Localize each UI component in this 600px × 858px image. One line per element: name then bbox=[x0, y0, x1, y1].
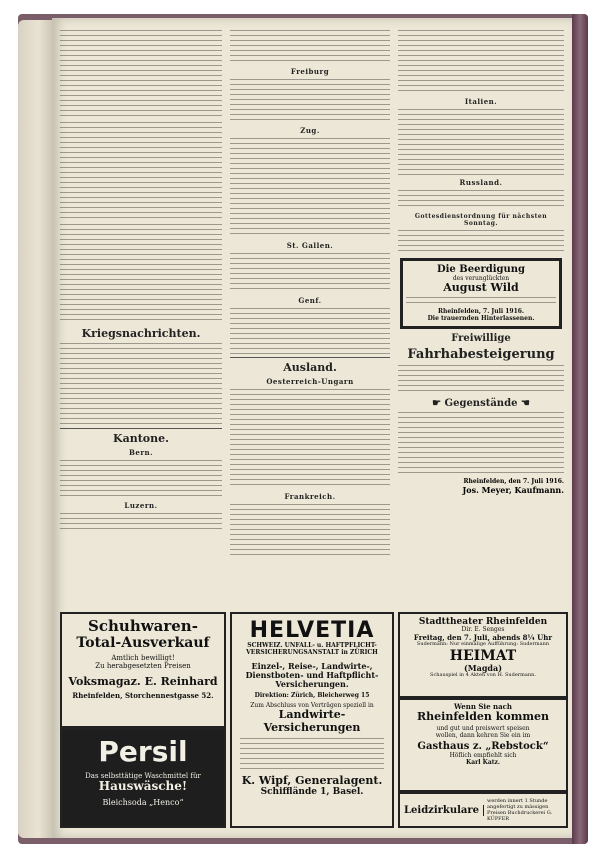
helvetia-line2: VERSICHERUNGSANSTALT in ZÜRICH bbox=[246, 649, 378, 657]
ad-persil bbox=[60, 728, 226, 828]
ad-helvetia bbox=[230, 612, 394, 828]
text-block bbox=[398, 412, 564, 476]
schuh-line3: Amtlich bewilligt! bbox=[111, 654, 175, 663]
text-block bbox=[230, 389, 390, 489]
persil-line2: Hauswäsche! bbox=[98, 779, 188, 794]
heading-genf: Genf. bbox=[298, 296, 322, 305]
column-2 bbox=[230, 28, 390, 558]
schuh-shop-name: Voksmagaz. E. Reinhard bbox=[68, 675, 218, 689]
steigerung-name: Jos. Meyer, Kaufmann. bbox=[462, 484, 564, 495]
schuh-line2: Total-Ausverkauf bbox=[76, 635, 210, 652]
heading-kantone: Kantone. bbox=[113, 432, 169, 445]
heading-frankreich: Frankreich. bbox=[284, 492, 336, 501]
theater-line2: Schauspiel in 4 Akten von H. Sudermann. bbox=[430, 672, 536, 679]
left-page-edge bbox=[18, 20, 52, 838]
theater-line1: Sudermann: Nur einmalige Aufführung: Sudermann bbox=[416, 641, 550, 648]
helvetia-line7: Zum Abschluss von Verträgen speziell in bbox=[250, 701, 374, 709]
helvetia-line4: Dienstboten- und Haftpflicht- bbox=[245, 670, 379, 681]
text-block bbox=[60, 513, 222, 533]
beerdigung-notice bbox=[400, 258, 562, 329]
column-1 bbox=[60, 28, 222, 535]
ad-stadttheater bbox=[398, 612, 568, 698]
text-block bbox=[230, 138, 390, 238]
freiwillige-heading: Freiwillige bbox=[451, 332, 511, 344]
helvetia-line1: SCHWEIZ. UNFALL- u. HAFTPFLICHT- bbox=[247, 642, 377, 650]
helvetia-line6: Direktion: Zürich, Bleicherweg 15 bbox=[254, 691, 370, 699]
theater-sub: (Magda) bbox=[464, 663, 502, 674]
heading-stgallen: St. Gallen. bbox=[286, 241, 334, 250]
gottesdienst-heading: Gottesdienstordnung für nächsten Sonntag. bbox=[414, 213, 548, 227]
heading-zug: Zug. bbox=[300, 126, 320, 135]
persil-brand: Persil bbox=[98, 735, 188, 768]
zirkulare-text: werden innert 1 Stunde angefertigt zu mässigen Preisen Buchdruckerei G. KÜPFER bbox=[487, 798, 553, 822]
text-block bbox=[230, 504, 390, 556]
theater-title: Stadttheater Rheinfelden bbox=[418, 617, 548, 627]
schuh-line4: Zu herabgesetzten Preisen bbox=[95, 662, 191, 671]
text-block bbox=[398, 230, 564, 254]
beerdigung-name: August Wild bbox=[443, 281, 519, 295]
ad-schuhwaren bbox=[60, 612, 226, 728]
gasthaus-name: Gasthaus z. „Rebstock“ bbox=[417, 741, 549, 753]
persil-line3: Bleichsoda „Henco“ bbox=[102, 798, 184, 808]
text-block bbox=[398, 365, 564, 395]
text-block bbox=[230, 30, 390, 64]
heading-ausland: Ausland. bbox=[283, 361, 337, 374]
gasthaus-line4: wollen, dann kehren Sie ein im bbox=[435, 731, 531, 739]
text-block bbox=[240, 738, 384, 772]
zirkulare-label: Leidzirkulare bbox=[400, 805, 484, 816]
helvetia-brand: HELVETIA bbox=[249, 618, 375, 643]
heading-oesterreich: Oesterreich-Ungarn bbox=[266, 377, 354, 386]
ad-gasthaus-rebstock bbox=[398, 698, 568, 792]
beerdigung-line1: des verunglückten bbox=[452, 274, 510, 282]
helvetia-agent: K. Wipf, Generalagent. bbox=[241, 773, 383, 787]
ad-leidzirkulare bbox=[398, 792, 568, 828]
gasthaus-line3: und gut und preiswert speisen bbox=[436, 724, 530, 732]
gasthaus-owner: Karl Katz. bbox=[465, 758, 500, 766]
beerdigung-signoff: Die trauernden Hinterlassenen. bbox=[427, 314, 535, 322]
theater-play: HEIMAT bbox=[449, 648, 517, 665]
theater-director: Dir. E. Senges bbox=[461, 626, 505, 634]
heading-kriegsnachrichten: Kriegsnachrichten. bbox=[81, 327, 201, 340]
divider bbox=[230, 357, 390, 358]
column-3 bbox=[398, 28, 564, 495]
helvetia-line3: Einzel-, Reise-, Landwirte-, bbox=[251, 661, 373, 672]
bound-volume bbox=[18, 14, 588, 844]
text-block bbox=[398, 109, 564, 175]
heading-freiburg: Freiburg bbox=[290, 67, 330, 76]
heading-italien: Italien. bbox=[464, 97, 498, 106]
text-block bbox=[60, 343, 222, 425]
helvetia-line8: Landwirte-Versicherungen bbox=[263, 708, 361, 735]
fahrhabe-heading: Fahrhabesteigerung bbox=[407, 346, 555, 362]
text-block bbox=[398, 190, 564, 210]
text-block bbox=[406, 297, 556, 307]
text-block bbox=[230, 79, 390, 123]
divider bbox=[60, 428, 222, 429]
text-block bbox=[398, 30, 564, 94]
heading-russland: Russland. bbox=[459, 178, 503, 187]
theater-date: Freitag, den 7. Juli, abends 8¼ Uhr bbox=[413, 633, 553, 643]
persil-line1: Das selbsttätige Waschmittel für bbox=[85, 772, 201, 781]
gasthaus-line1: Wenn Sie nach bbox=[454, 702, 512, 711]
gegenstaende-label: Gegenstände bbox=[444, 397, 518, 409]
gasthaus-line2: Rheinfelden kommen bbox=[417, 710, 549, 724]
gegenstaende-heading: ☛ Gegenstände ☚ bbox=[432, 397, 530, 409]
heading-luzern: Luzern. bbox=[124, 501, 158, 510]
heading-bern: Bern. bbox=[128, 448, 154, 457]
text-block bbox=[60, 122, 222, 222]
text-block bbox=[60, 460, 222, 498]
text-block bbox=[60, 30, 222, 120]
text-block bbox=[230, 308, 390, 354]
helvetia-line5: Versicherungen. bbox=[275, 679, 349, 690]
text-block bbox=[60, 224, 222, 324]
book-spine bbox=[572, 14, 588, 844]
beerdigung-title: Die Beerdigung bbox=[436, 264, 526, 275]
gasthaus-line5: Höflich empfiehlt sich bbox=[449, 751, 517, 759]
schuh-address: Rheinfelden, Storchennestgasse 52. bbox=[72, 691, 214, 701]
schuh-line1: Schuhwaren- bbox=[88, 617, 198, 635]
steigerung-place: Rheinfelden, den 7. Juli 1916. bbox=[463, 477, 564, 485]
text-block bbox=[230, 253, 390, 293]
beerdigung-place-date: Rheinfelden, 7. Juli 1916. bbox=[437, 308, 525, 316]
newspaper-page bbox=[52, 18, 572, 838]
helvetia-address: Schifflände 1, Basel. bbox=[260, 787, 364, 798]
